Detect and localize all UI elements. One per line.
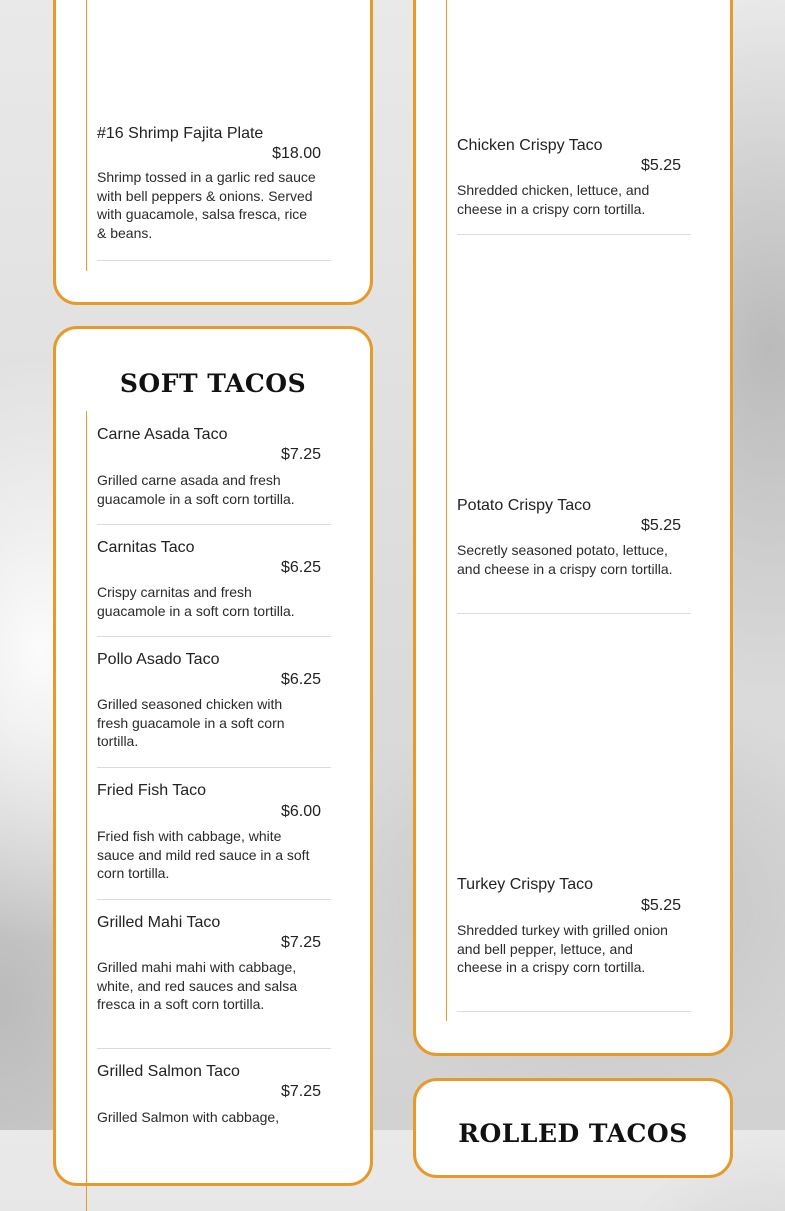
menu-item-name: #16 Shrimp Fajita Plate bbox=[97, 125, 264, 142]
menu-item-price: $5.25 bbox=[640, 897, 681, 914]
menu-item-price: $7.25 bbox=[280, 934, 321, 951]
menu-item-description: Grilled mahi mahi with cabbage, white, and red sauces and salsa fresca in a soft corn tortilla. bbox=[97, 959, 298, 1012]
menu-item-name: Fried Fish Taco bbox=[97, 782, 207, 799]
menu-item-name: Pollo Asado Taco bbox=[97, 651, 220, 668]
menu-item-description: Grilled Salmon with cabbage, bbox=[97, 1109, 280, 1125]
menu-item-description: Secretly seasoned potato, lettuce, and cheese in a crispy corn tortilla. bbox=[457, 542, 673, 577]
menu-item-description: Shrimp tossed in a garlic red sauce with bell peppers & onions. Served with guacamole, salsa fresca, rice & beans. bbox=[97, 169, 316, 241]
fajita-plates-list bbox=[86, 0, 331, 271]
fajita-plates-card bbox=[53, 0, 373, 305]
menu-item-carnitas-taco bbox=[97, 539, 331, 619]
menu-item-description: Crispy carnitas and fresh guacamole in a soft corn tortilla. bbox=[97, 584, 295, 619]
menu-item-shrimp-fajita-plate bbox=[97, 125, 331, 241]
menu-item-name: Turkey Crispy Taco bbox=[457, 876, 594, 893]
menu-item-divider bbox=[97, 260, 331, 261]
menu-item-description: Fried fish with cabbage, white sauce and mild red sauce in a soft corn tortilla. bbox=[97, 828, 310, 881]
menu-item-divider bbox=[457, 613, 691, 614]
menu-item-fried-fish-taco bbox=[97, 782, 331, 881]
menu-item-price: $5.25 bbox=[640, 517, 681, 534]
menu-item-price: $5.25 bbox=[640, 157, 681, 174]
menu-item-price: $18.00 bbox=[272, 145, 321, 162]
menu-item-grilled-mahi-taco bbox=[97, 914, 331, 1012]
crispy-tacos-card bbox=[413, 0, 733, 1056]
menu-item-name: Chicken Crispy Taco bbox=[457, 137, 603, 154]
rolled-tacos-card bbox=[413, 1078, 733, 1178]
soft-tacos-list bbox=[86, 411, 331, 1211]
menu-item-divider bbox=[97, 767, 331, 768]
crispy-tacos-list bbox=[446, 0, 691, 1021]
menu-item-divider bbox=[457, 1011, 691, 1012]
menu-item-divider bbox=[97, 1048, 331, 1049]
menu-item-description: Grilled seasoned chicken with fresh guacamole in a soft corn tortilla. bbox=[97, 696, 285, 749]
section-title: SOFT TACOS bbox=[119, 369, 307, 398]
soft-tacos-card bbox=[53, 326, 373, 1186]
menu-item-name: Carnitas Taco bbox=[97, 539, 195, 556]
menu-item-divider bbox=[97, 636, 331, 637]
menu-item-potato-crispy-taco bbox=[457, 497, 691, 577]
menu-item-divider bbox=[97, 899, 331, 900]
menu-item-grilled-salmon-taco bbox=[97, 1063, 331, 1125]
menu-item-price: $6.25 bbox=[280, 671, 321, 688]
menu-item-description: Grilled carne asada and fresh guacamole in a soft corn tortilla. bbox=[97, 472, 295, 507]
menu-item-description: Shredded chicken, lettuce, and cheese in a crispy corn tortilla. bbox=[457, 182, 650, 217]
menu-item-name: Potato Crispy Taco bbox=[457, 497, 591, 514]
menu-item-divider bbox=[97, 524, 331, 525]
menu-item-name: Carne Asada Taco bbox=[97, 426, 228, 443]
menu-item-description: Shredded turkey with grilled onion and bell pepper, lettuce, and cheese in a crispy corn tortilla. bbox=[457, 922, 668, 975]
menu-item-price: $7.25 bbox=[280, 446, 321, 463]
menu-item-divider bbox=[457, 234, 691, 235]
menu-item-carne-asada-taco bbox=[97, 426, 331, 507]
menu-item-chicken-crispy-taco bbox=[457, 137, 691, 217]
menu-item-pollo-asado-taco bbox=[97, 651, 331, 749]
menu-item-name: Grilled Salmon Taco bbox=[97, 1063, 240, 1080]
menu-item-price: $6.25 bbox=[280, 559, 321, 576]
menu-item-name: Grilled Mahi Taco bbox=[97, 914, 221, 931]
menu-item-turkey-crispy-taco bbox=[457, 876, 691, 975]
menu-item-price: $6.00 bbox=[280, 803, 321, 820]
menu-item-price: $7.25 bbox=[280, 1083, 321, 1100]
section-title: ROLLED TACOS bbox=[458, 1119, 688, 1148]
